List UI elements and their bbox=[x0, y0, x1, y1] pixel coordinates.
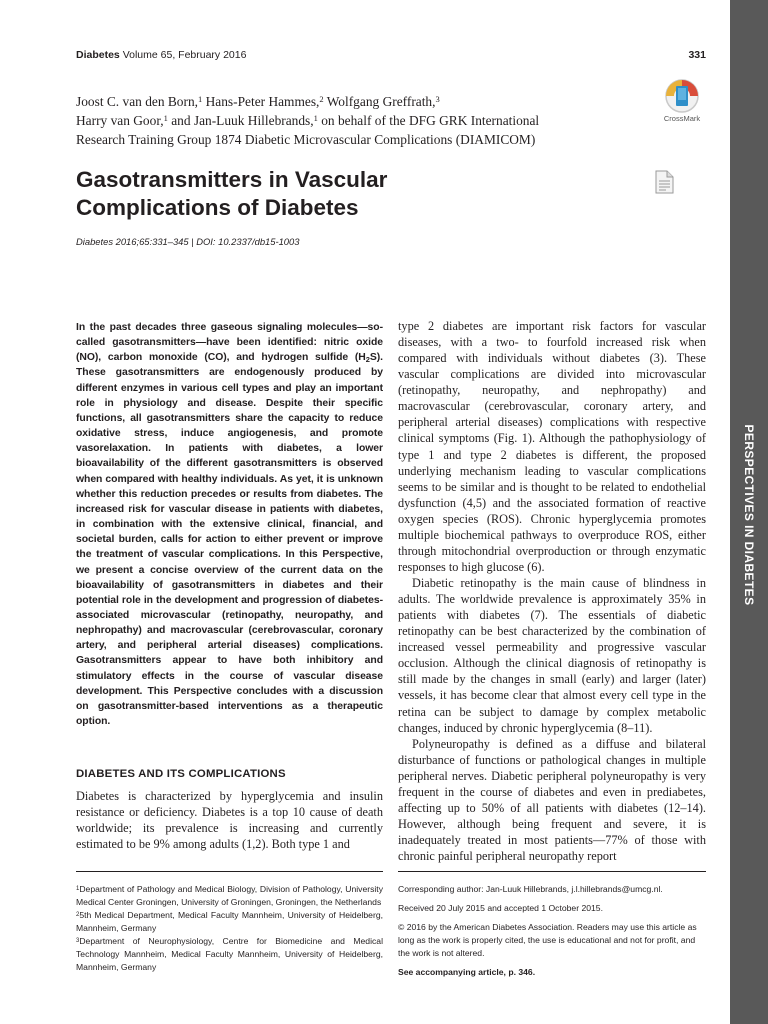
article-footnotes bbox=[398, 883, 706, 985]
author-line-3: Research Training Group 1874 Diabetic Microvascular Complications (DIAMICOM) bbox=[76, 132, 536, 147]
section-side-label bbox=[730, 420, 768, 610]
received-dates: Received 20 July 2015 and accepted 1 October 2015. bbox=[398, 903, 603, 913]
author-line-1: Joost C. van den Born,$^1$ Hans-Peter Hammes,$^2$ Wolfgang Greffrath,$^3$ bbox=[76, 94, 440, 109]
affiliation: $^1$Department of Pathology and Medical Biology, Division of Pathology, University Medical Center Groningen, University of Groningen, Groningen, the Netherlands bbox=[76, 884, 383, 907]
journal-name: Diabetes bbox=[76, 49, 120, 61]
footnote-divider bbox=[76, 871, 383, 872]
accompanying-article-link[interactable]: See accompanying article, p. 346. bbox=[398, 967, 536, 977]
running-head bbox=[76, 49, 246, 61]
body-paragraph: type 2 diabetes are important risk factors for vascular diseases, with a two- to fourfold increased risk when compared with individuals without diabetes (3). These vascular complications are divided into microvascular (retinopathy, neuropathy, and nephropathy) and macrovascular (cerebrovascular, coronary artery, and peripheral arterial diseases) complications with respective clinical symptoms (Fig. 1). Although the pathophysiology of type 1 and type 2 diabetes is different, the proposed underlying mechanism leading to vascular complications seems to be similar and is thought to be related to endothelial dysfunction (4,5) and the associated formation of reactive oxygen species (ROS). Chronic hyperglycemia promotes multiple biochemical pathways to overproduce ROS, either through mitochondrial overproduction or through enzymatic responses to high glucose (6). bbox=[398, 319, 706, 574]
citation-doi: Diabetes 2016;65:331–345 | DOI: 10.2337/db15-1003 bbox=[76, 236, 300, 247]
affiliation-footnotes bbox=[76, 883, 383, 974]
body-paragraph: Diabetic retinopathy is the main cause of blindness in adults. The worldwide prevalence is approximately 35% in patients with diabetes (7). The essentials of diabetic retinopathy can be best characterized by the combination of increased vessel permeability and progressive vascular occlusion. Although the clinical diagnosis of retinopathy is still made by the changes in small (early) and larger (later) vessels, it has become clear that almost every cell type in the retina can be subject to damage by complex metabolic changes, induced by chronic hyperglycemia (8–11). bbox=[398, 576, 706, 735]
footnote-divider bbox=[398, 871, 706, 872]
abstract: In the past decades three gaseous signaling molecules—so-called gasotransmitters—have been identified: nitric oxide (NO), carbon monoxide (CO), and hydrogen sulfide $(H_2S)$. These gasotransmitters are endogenously produced by different enzymes in various cell types and play an important role in physiology and disease. Despite their specific functions, all gasotransmitters share the capacity to reduce oxidative stress, induce angiogenesis, and promote vasorelaxation. In patients with diabetes, a lower bioavailability of the different gasotransmitters is observed when compared with healthy individuals. As yet, it is unknown whether this reduction precedes or results from diabetes. The increased risk for vascular disease in patients with diabetes, in combination with the extensive clinical, financial, and societal burden, calls for action to either prevent or improve the treatment of vascular complications. In this Perspective, we present a concise overview of the current data on the bioavailability of gasotransmitters in diabetes and their potential role in the development and progression of diabetes-associated microvascular (retinopathy, neuropathy, and nephropathy) and macrovascular (cerebrovascular, coronary artery, and peripheral arterial diseases) complications. Gasotransmitters appear to have both inhibitory and stimulatory effects in the course of vascular disease development. This Perspective concludes with a discussion on gasotransmitter-based interventions as a therapeutic option. bbox=[76, 322, 383, 728]
page-number: 331 bbox=[688, 49, 706, 61]
body-paragraph: Polyneuropathy is defined as a diffuse and bilateral disturbance of functions or pathological changes in multiple peripheral nerves. Diabetic peripheral polyneuropathy is very frequent in the course of diabetes and even in prediabetes, affecting up to 50% of all patients with diabetes (12–14). However, although being frequent and severe, it is inadequately treated in most patients—77% of those with chronic painful peripheral neuropathy report bbox=[398, 736, 706, 864]
author-line-2: Harry van Goor,$^1$ and Jan-Luuk Hillebrands,$^1$ on behalf of the DFG GRK International bbox=[76, 113, 540, 128]
right-column bbox=[398, 318, 706, 864]
section-label-text: PERSPECTIVES IN DIABETES bbox=[742, 424, 756, 606]
document-icon[interactable] bbox=[652, 168, 676, 196]
copyright-notice: © 2016 by the American Diabetes Association. Readers may use this article as long as the work is properly cited, the use is educational and not for profit, and the work is not altered. bbox=[398, 922, 697, 958]
corresponding-author: Corresponding author: Jan-Luuk Hillebrands, j.l.hillebrands@umcg.nl. bbox=[398, 884, 663, 894]
affiliation: $^2$5th Medical Department, Medical Faculty Mannheim, University of Heidelberg, Mannheim, Germany bbox=[76, 910, 383, 933]
section-heading: DIABETES AND ITS COMPLICATIONS bbox=[76, 768, 286, 780]
author-list bbox=[76, 92, 576, 149]
crossmark-label[interactable]: CrossMark bbox=[663, 114, 701, 123]
body-paragraph: Diabetes is characterized by hyperglycemia and insulin resistance or deficiency. Diabetes is a top 10 cause of death worldwide; its prevalence is increasing and currently estimated to be 9% among adults (1,2). Both type 1 and bbox=[76, 789, 383, 851]
article-title: Gasotransmitters in Vascular Complications of Diabetes bbox=[76, 167, 388, 220]
affiliation: $^3$Department of Neurophysiology, Centre for Biomedicine and Medical Technology Mannheim, Medical Faculty Mannheim, University of Heidelberg, Mannheim, Germany bbox=[76, 936, 383, 972]
issue-info: Volume 65, February 2016 bbox=[122, 49, 247, 61]
